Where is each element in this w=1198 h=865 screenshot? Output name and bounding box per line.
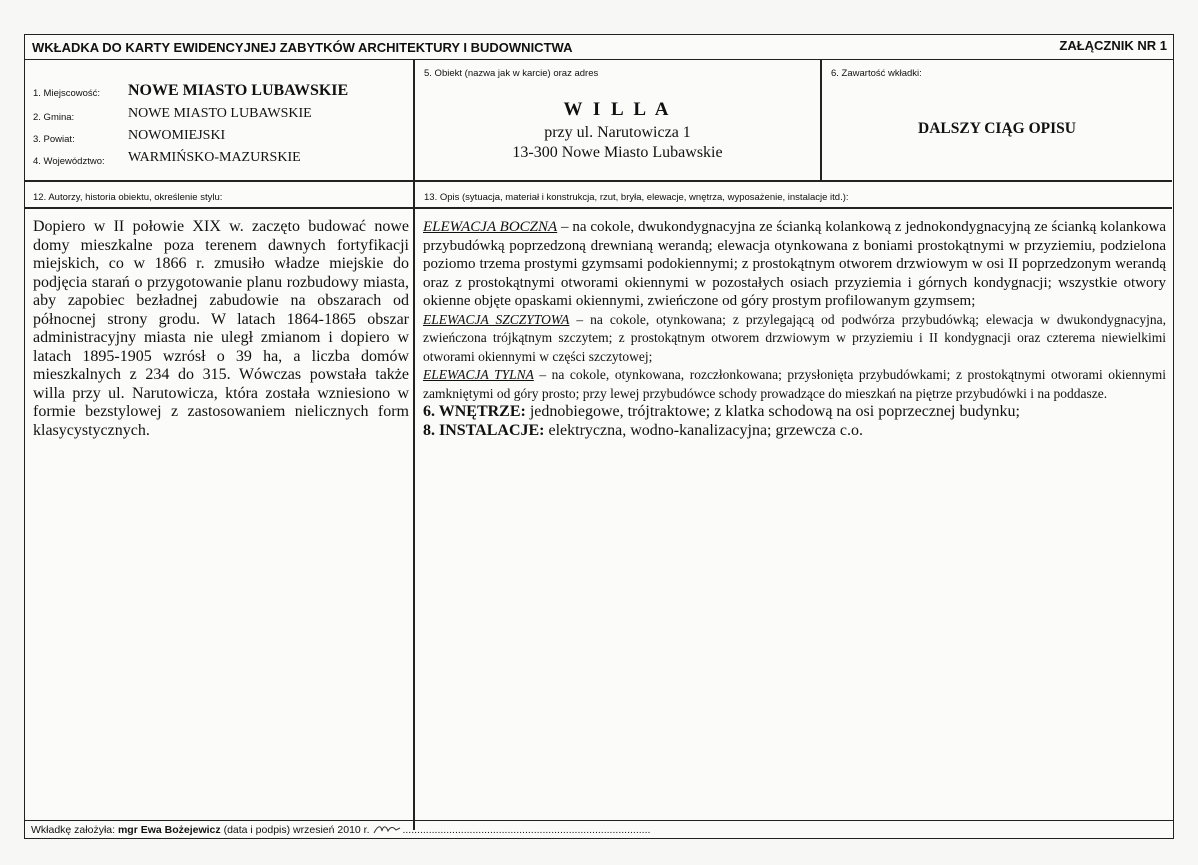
footer-note: (data i podpis) <box>223 824 291 836</box>
column-divider <box>413 59 415 830</box>
gable-elevation-heading: ELEWACJA SZCZYTOWA <box>423 311 570 327</box>
miejscowosc-value: NOWE MIASTO LUBAWSKIE <box>128 82 349 99</box>
card-title: WKŁADKA DO KARTY EWIDENCYJNEJ ZABYTKÓW ARCHITEKTURY I BUDOWNICTWA <box>32 40 573 55</box>
attachment-number: ZAŁĄCZNIK NR 1 <box>1059 38 1167 53</box>
gable-elevation-text: – na cokole, otynkowana; z przylegającą od podwórza przybudówką; elewacja w dwukondygnacyjna, zwieńczona trójkątnym szczytem; z prostokątnym otworem drzwiowym w przyziemiu i II kondygnacji oraz czterema niewielkimi otworami okiennymi w części szczytowej; <box>423 311 1167 364</box>
row-divider-2 <box>25 207 1172 209</box>
installations-text: elektryczna, wodno-kanalizacyjna; grzewcza c.o. <box>544 421 863 439</box>
installations-heading: 8. INSTALACJE: <box>423 421 545 439</box>
description-text <box>423 218 1166 440</box>
description-label: 13. Opis (sytuacja, materiał i konstrukcja, rzut, bryła, elewacje, wnętrza, wyposażenie, instalacje itd.): <box>424 192 849 203</box>
footer-author: mgr Ewa Bożejewicz <box>117 824 221 836</box>
footer-date: wrzesień 2010 r. <box>293 824 370 836</box>
powiat-value: NOWOMIEJSKI <box>128 128 226 143</box>
wojewodztwo-value: WARMIŃSKO-MAZURSKIE <box>128 150 301 165</box>
rear-elevation-text: – na cokole, otynkowana, rozczłonkowana; przysłonięta przybudówkami; z prostokątnymi otworami okiennymi zamkniętymi od góry prosto; przy lewej przybudówce schody prowadzące do mieszkań na piętrze przybudówki i na poddasze. <box>423 367 1166 401</box>
rear-elevation-heading: ELEWACJA TYLNA <box>423 367 534 382</box>
side-elevation-text: – na cokole, dwukondygnacyjna ze ścianką kolankową z jednokondygnacyjną ze ścianką kolankowa przybudówką poprzedzoną drewnianą werandą; elewacja otynkowana z boniami prostokątnymi w przyziemiu, podzielona poziomo trzema prostymi gzymsami podokiennymi; z prostokątnym otworem drzwiowym w osi II poprzedzonym werandą oraz z prostokątnymi otworami okiennymi w pozostałych osiach przyziemia i górnych kondygnacji; wszystkie otwory okienne objęte opaskami okiennymi, zwieńczone od góry prostym profilowanym gzymsem; <box>423 219 1166 309</box>
miejscowosc-label: 1. Miejscowość: <box>33 88 101 99</box>
powiat-label: 3. Powiat: <box>33 134 75 145</box>
side-elevation-heading: ELEWACJA BOCZNA <box>423 219 558 235</box>
record-card <box>24 34 1174 839</box>
signature-icon <box>372 823 402 835</box>
object-street: przy ul. Narutowicza 1 <box>544 124 691 141</box>
gmina-label: 2. Gmina: <box>33 112 75 123</box>
contents-value: DALSZY CIĄG OPISU <box>918 120 1076 137</box>
row-divider <box>25 180 1172 182</box>
card-header <box>25 35 1173 60</box>
object-city: 13-300 Nowe Miasto Lubawskie <box>512 144 723 161</box>
footer-prefix: Wkładkę założyła: <box>31 824 116 836</box>
footer-line <box>31 823 650 836</box>
interior-text: jednobiegowe, trójtraktowe; z klatka schodową na osi poprzecznej budynku; <box>525 403 1020 420</box>
gmina-value: NOWE MIASTO LUBAWSKIE <box>128 106 312 121</box>
card-footer <box>25 820 1173 838</box>
wojewodztwo-label: 4. Województwo: <box>33 156 105 167</box>
object-label: 5. Obiekt (nazwa jak w karcie) oraz adres <box>424 68 599 79</box>
contents-label: 6. Zawartość wkładki: <box>831 68 922 79</box>
object-name: W I L L A <box>563 99 672 120</box>
authors-label: 12. Autorzy, historia obiektu, określenie stylu: <box>33 192 223 203</box>
interior-heading: 6. WNĘTRZE: <box>423 403 526 420</box>
authors-text: Dopiero w II połowie XIX w. zaczęto budować nowe domy mieszkalne poza terenem dawnych fortyfikacji miejskich, co w 1866 r. zmusiło władze miejskie do podjęcia starań o przygotowanie planu rozbudowy miasta, aby zapobiec bezładnej zabudowie na obszarach od północnej strony grodu. W latach 1864-1865 obszar administracyjny miasta nie uległ zmianom i dopiero w latach 1895-1905 wzrósł o 39 ha, a liczba domów mieszkalnych z 234 do 315. Wówczas powstała także willa przy ul. Narutowicza, która została wzniesiono w formie bezstylowej z zastosowaniem nielicznych form klasycystycznych. <box>33 218 409 439</box>
signature-dots: ..................................................................................... <box>402 824 651 836</box>
